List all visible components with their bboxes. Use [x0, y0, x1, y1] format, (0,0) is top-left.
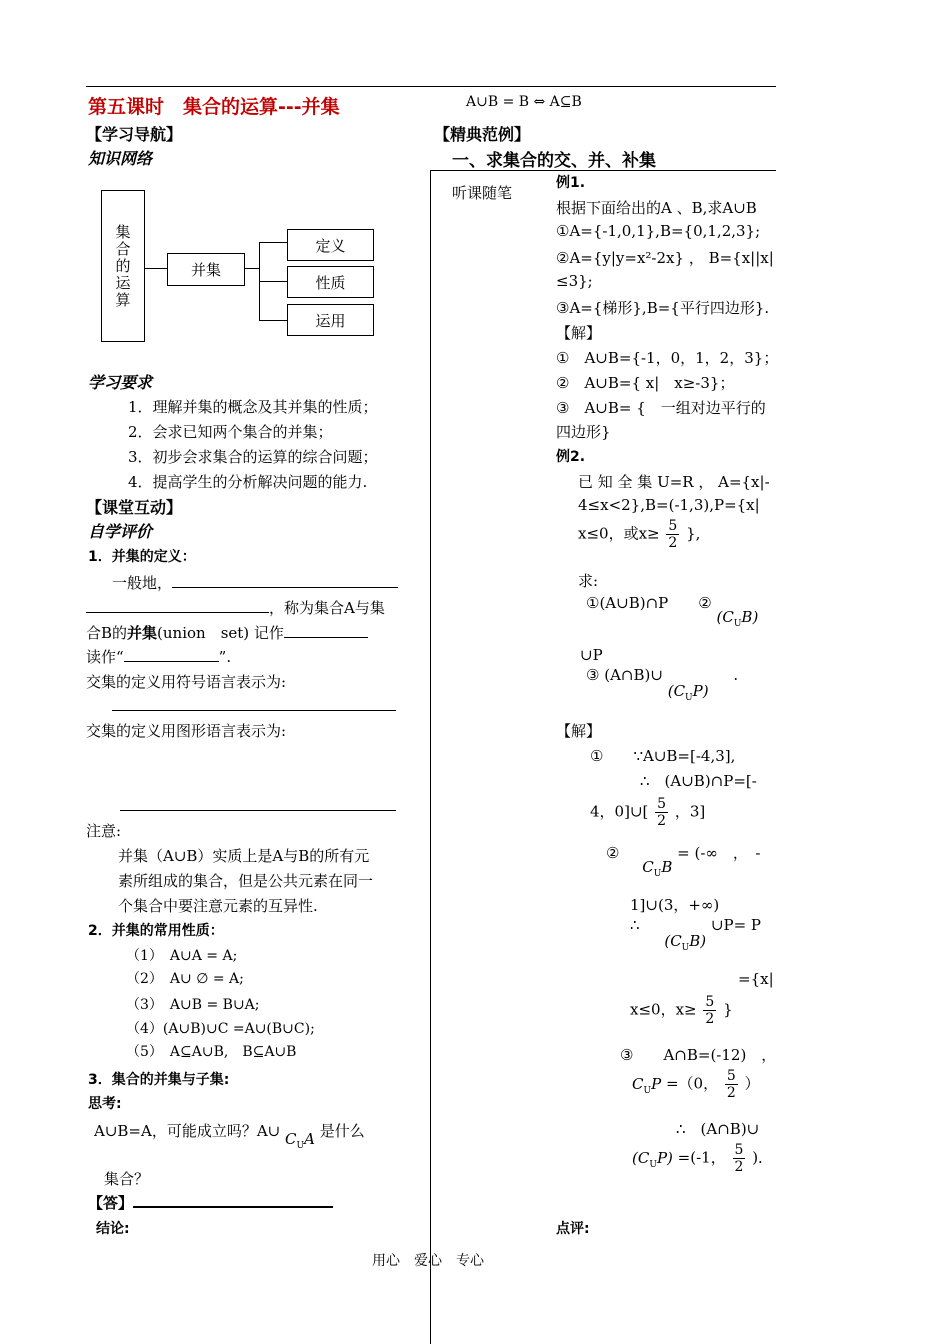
question-3-b: . — [733, 666, 739, 684]
solution-2-step: ① ∵A∪B=[-4,3], — [590, 747, 736, 765]
note-text-line: 并集（A∪B）实质上是A与B的所有元 — [118, 847, 370, 865]
solution-2-line — [630, 994, 733, 1027]
cu-letter: C — [670, 932, 682, 950]
note-label: 注意: — [86, 822, 122, 840]
think-label: 思考: — [88, 1096, 122, 1112]
fraction-num: 5 — [734, 1142, 744, 1158]
diagram-connector — [259, 281, 287, 282]
example-1-line: ③A={梯形},B={平行四边形}. — [556, 299, 770, 317]
self-eval-heading: 自学评价 — [88, 522, 153, 541]
cu-set: B — [661, 858, 673, 876]
prop-item: （1） A∪A = A; — [126, 948, 238, 964]
def-heading: 1．并集的定义： — [88, 549, 196, 565]
fraction-num: 5 — [705, 994, 715, 1010]
prop-item: （5） A⊆A∪B, B⊆A∪B — [126, 1044, 297, 1060]
fraction-five-halves — [733, 1142, 746, 1175]
cu-sub: U — [733, 619, 742, 629]
section-guide: 【学习导航】 — [86, 125, 183, 144]
fraction-five-halves — [703, 994, 716, 1027]
example-1-line: ≤3}; — [556, 272, 593, 290]
example-1-line: 根据下面给出的A 、B,求A∪B — [556, 199, 757, 217]
question-1 — [586, 592, 759, 629]
prop-item: （2） A∪ ∅ = A; — [126, 971, 244, 987]
solution-2-line — [632, 1068, 760, 1101]
example-1-solution: ③ A∪B= { 一组对边平行的 — [556, 399, 766, 417]
solution-2-line-a: 4，0]∪[ — [590, 802, 649, 821]
diagram-branch-definition: 定义 — [287, 229, 374, 261]
example-2-line: 4≤x<2},B=(-1,3),P={x| — [578, 496, 760, 514]
note-text-line: 素所组成的集合，但是公共元素在同一 — [118, 872, 374, 890]
question-3-a: ③ (A∩B)∪ — [586, 666, 663, 684]
cu-set: B — [689, 932, 701, 950]
def-line-1 — [112, 572, 398, 593]
diagram-connector — [145, 268, 167, 269]
question-2-tail: ∪P — [580, 646, 603, 664]
example-2-line-3-a: x≤0，或x≥ — [578, 524, 660, 543]
prop-item: （3） A∪B = B∪A; — [126, 997, 260, 1013]
def-union-term: 并集 — [127, 624, 158, 642]
solution-2-text: =(-1， — [677, 1148, 726, 1167]
example-2-line-3 — [578, 518, 700, 551]
example-2-line: 已 知 全 集 U=R ， A={x|- — [578, 473, 770, 491]
cu-letter: C — [632, 1074, 644, 1093]
complement-expr: $(C_UB)$ — [664, 932, 707, 953]
cu-set: P — [692, 682, 703, 700]
prop-heading: 2．并集的常用性质： — [88, 923, 224, 939]
def-graphic-label: 交集的定义用图形语言表示为: — [86, 722, 287, 740]
fraction-five-halves — [666, 518, 679, 551]
cu-letter: C — [285, 1130, 297, 1148]
solution-2-line-b: ，3] — [674, 802, 706, 821]
cu-sub: U — [685, 693, 693, 703]
comment-label: 点评: — [556, 1221, 590, 1237]
cu-set: P — [651, 1074, 662, 1093]
example-1-line: ②A={y|y=x²-2x} ， B={x||x| — [556, 249, 774, 267]
fraction-den: 2 — [657, 813, 667, 829]
think-question — [94, 1120, 365, 1151]
column-divider — [430, 170, 431, 1344]
solution-2-step: ={x| — [738, 970, 774, 988]
fraction-num: 5 — [726, 1068, 736, 1084]
def-blank-1[interactable] — [172, 573, 398, 588]
complement-expr — [642, 858, 673, 879]
page-title: 第五课时 集合的运算---并集 — [88, 96, 340, 118]
fraction-den: 2 — [705, 1011, 715, 1027]
solution-2-text: ∪P= P — [710, 916, 762, 934]
section-examples: 【精典范例】 — [434, 125, 531, 144]
solution-2-line — [632, 1142, 773, 1175]
def-blank-notation[interactable] — [284, 623, 368, 638]
diagram-connector — [245, 268, 260, 269]
requirement-item: 3．初步会求集合的运算的综合问题； — [128, 448, 378, 466]
cu-sub: U — [296, 1141, 305, 1151]
fraction-den: 2 — [726, 1085, 736, 1101]
solution-2-text: x≤0，x≥ — [630, 1000, 697, 1019]
diagram-root-box — [101, 190, 145, 342]
complement-expr — [285, 1130, 315, 1151]
fraction-num: 5 — [657, 796, 667, 812]
solution-2-text: ） — [744, 1074, 760, 1093]
requirement-item: 2．会求已知两个集合的并集； — [128, 423, 333, 441]
solution-2-text: } — [723, 1000, 733, 1019]
think-question-tail: 集合？ — [104, 1170, 150, 1188]
subheading-rule — [430, 170, 776, 171]
complement-expr: $(C_UP)$ — [667, 682, 709, 703]
def-line-4 — [86, 646, 231, 667]
solution-2-num: ② — [606, 844, 620, 862]
diagram-connector — [259, 320, 287, 321]
solution-2-text: )． — [752, 1148, 774, 1167]
answer-blank[interactable] — [133, 1192, 333, 1208]
cu-letter: C — [637, 1148, 650, 1167]
requirement-item: 1．理解并集的概念及其并集的性质； — [128, 398, 378, 416]
example-2-title: 例2. — [556, 449, 586, 465]
solution-2-text: = (-∞ ， - — [677, 844, 761, 862]
fraction-den: 2 — [734, 1159, 744, 1175]
def-blank-reading[interactable] — [124, 647, 219, 662]
def-symbol-blank[interactable] — [112, 710, 396, 711]
solution-2-step: ∴ (A∩B)∪ — [676, 1120, 760, 1138]
prop-item: （4）(A∪B)∪C =A∪(B∪C); — [126, 1021, 315, 1037]
examples-subheading: 一、求集合的交、并、补集 — [452, 151, 656, 171]
def-line-3 — [86, 622, 368, 643]
section-class: 【课堂互动】 — [86, 498, 183, 517]
example-1-solution: ① A∪B={-1，0，1，2，3}； — [556, 349, 779, 367]
def-line-4-a: 读作“ — [86, 648, 124, 666]
solution-2-line — [606, 842, 761, 879]
cu-letter: C — [722, 608, 734, 626]
cu-letter: C — [673, 682, 686, 700]
solution-label: 【解】 — [556, 324, 602, 342]
complement-expr: $(C_UB)$ — [716, 608, 759, 629]
footer-motto: 用心 爱心 专心 — [372, 1253, 484, 1269]
solution-2-line — [590, 796, 705, 829]
cu-sub: U — [649, 1159, 657, 1170]
example-1-solution: 四边形} — [556, 423, 611, 441]
def-line-4-b: ”. — [218, 648, 232, 666]
note-text-line: 个集合中要注意元素的互异性. — [118, 897, 318, 915]
cu-sub: U — [681, 943, 690, 953]
fraction-five-halves — [655, 796, 668, 829]
complement-expr: $(C_UP)$ — [632, 1148, 673, 1170]
diagram-branch-application: 运用 — [287, 304, 374, 336]
def-line-3-c: (union set) 记作 — [157, 624, 284, 642]
solution-2-step: ∴ (A∪B)∩P=[- — [640, 772, 757, 790]
example-1-solution: ② A∪B={ x| x≥-3}； — [556, 374, 735, 392]
answer-line — [88, 1192, 333, 1213]
example-2-line-3-b: }, — [686, 524, 701, 543]
think-question-b: 是什么 — [319, 1122, 365, 1140]
diagram-root-label: 集合的运算 — [113, 223, 132, 309]
knowledge-network-heading: 知识网络 — [88, 149, 153, 168]
diagram-middle-box: 并集 — [167, 253, 245, 286]
diagram-connector — [259, 242, 287, 243]
top-formula: A∪B = B ⇔ A⊆B — [466, 94, 582, 110]
cu-sub: U — [643, 1085, 652, 1096]
solution-2-text: =（0， — [665, 1074, 719, 1093]
solution-2-label: 【解】 — [556, 722, 602, 740]
ask-label: 求: — [578, 572, 599, 590]
cu-sub: U — [653, 869, 662, 879]
therefore-symbol: ∴ — [630, 916, 640, 934]
think-question-a: A∪B=A，可能成立吗？A∪ — [94, 1122, 281, 1140]
complement-expr — [632, 1074, 662, 1096]
cu-set: B — [741, 608, 753, 626]
def-symbol-label: 交集的定义用符号语言表示为: — [86, 673, 287, 691]
example-1-title: 例1. — [556, 175, 586, 191]
conclusion-label: 结论: — [96, 1221, 130, 1237]
def-line-3-a: 合B的 — [86, 624, 128, 642]
def-graphic-blank[interactable] — [120, 810, 396, 811]
solution-2-line — [630, 916, 762, 953]
cu-set: P — [656, 1148, 668, 1167]
def-line-2 — [86, 597, 385, 618]
requirements-heading: 学习要求 — [88, 373, 153, 392]
question-3 — [586, 666, 739, 703]
solution-2-step: ③ A∩B=(-12) ， — [620, 1046, 777, 1064]
cu-letter: C — [642, 858, 654, 876]
fraction-den: 2 — [668, 535, 678, 551]
fraction-five-halves — [725, 1068, 738, 1101]
diagram-branch-property: 性质 — [287, 266, 374, 298]
side-note: 听课随笔 — [452, 184, 513, 202]
question-1-text: ①(A∪B)∩P ② — [586, 594, 712, 612]
def-line-1-text: 一般地， — [112, 574, 173, 592]
fraction-num: 5 — [668, 518, 678, 534]
requirement-item: 4．提高学生的分析解决问题的能力. — [128, 473, 368, 491]
subset-heading: 3．集合的并集与子集: — [88, 1072, 230, 1088]
top-rule — [86, 86, 776, 87]
answer-label: 【答】 — [88, 1194, 134, 1212]
solution-2-step: 1]∪(3，+∞) — [630, 896, 720, 914]
def-blank-2[interactable] — [86, 598, 269, 613]
def-line-2-text: ，称为集合A与集 — [269, 599, 385, 617]
cu-set: A — [304, 1130, 315, 1148]
example-1-line: ①A={-1,0,1},B={0,1,2,3}; — [556, 222, 761, 240]
